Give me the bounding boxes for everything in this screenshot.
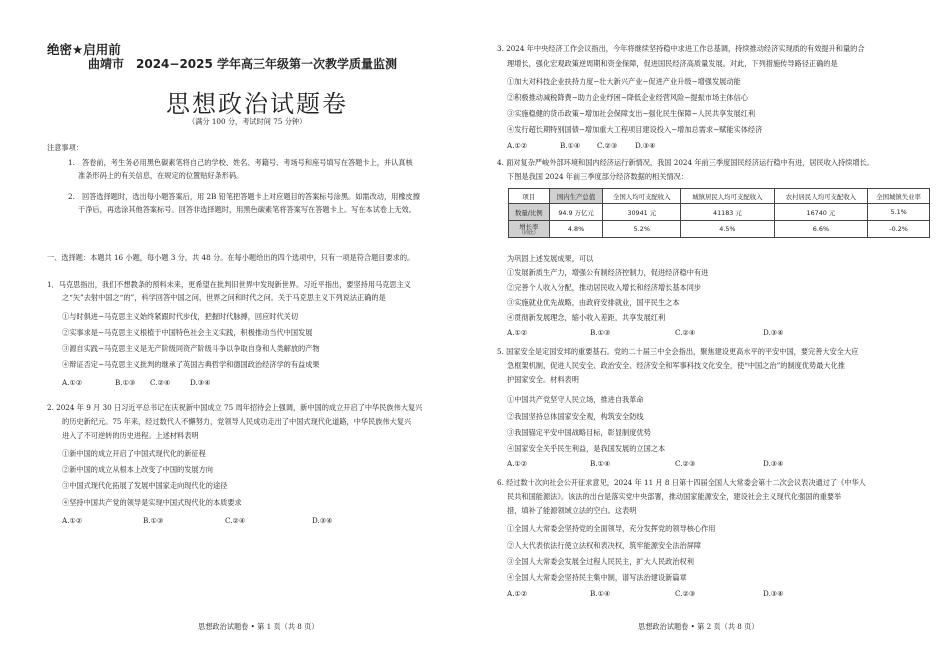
q6-option-c[interactable]: C.②③ bbox=[675, 589, 696, 598]
q1-option-c[interactable]: C.②④ bbox=[150, 378, 171, 387]
q2-item-3: ③中国式现代化拓展了发展中国家走向现代化的途径 bbox=[62, 481, 228, 490]
q1-option-b[interactable]: B.①③ bbox=[115, 378, 136, 387]
q3-stem-line-2: 理增长，强化宏观政策逆周期和资金保障，促进国民经济高质量发展。对此，下列措施传导路径正确的是 bbox=[507, 59, 838, 68]
table-header-row bbox=[509, 189, 930, 204]
section-heading: 一、选择题：本题共 16 小题，每小题 3 分，共 48 分。在每小题给出的四个选项中，只有一项是符合题目要求的。 bbox=[47, 253, 415, 262]
table-header-cell: 项目 bbox=[509, 189, 550, 204]
page-2-footer: 思想政治试题卷 • 第 2 页（共 8 页） bbox=[638, 622, 759, 631]
q3-option-b[interactable]: B.①④ bbox=[560, 141, 581, 150]
notice-heading: 注意事项： bbox=[47, 143, 83, 152]
table-cell: 5.2% bbox=[603, 221, 681, 238]
q6-stem-line-2: 民共和国能源法》。该法的出台是落实党中央部署，推动国家能源安全，建设社会主义现代化强国的重要举 bbox=[507, 492, 842, 501]
economic-data-table bbox=[508, 188, 930, 238]
q6-option-b[interactable]: B.①④ bbox=[590, 589, 611, 598]
q6-item-2: ②人大代表依法行使立法权和表决权，筑牢能源安全法治屏障 bbox=[507, 541, 702, 550]
q2-stem-line-1: 2. 2024 年 9 月 30 日习近平总书记在庆祝新中国成立 75 周年招待会上强调，新中国的成立开启了中华民族伟大复兴 bbox=[47, 403, 423, 412]
subject-title: 思想政治试题卷 bbox=[166, 90, 348, 118]
q2-option-a[interactable]: A.①② bbox=[62, 516, 83, 525]
q1-item-3: ③源自实践−马克思主义是无产阶级同资产阶级斗争以争取自身和人类解放的产物 bbox=[62, 344, 320, 353]
q1-item-4: ④辩证否定−马克思主义批判的继承了英国古典哲学和德国政治经济学的有益成果 bbox=[62, 360, 320, 369]
secret-mark: 绝密★启用前 bbox=[47, 42, 121, 57]
q3-item-2: ②积极推动减税降费−助力企业纾困−降低企业经营风险−提振市场主体信心 bbox=[507, 93, 748, 102]
q5-option-c[interactable]: C.②③ bbox=[675, 459, 696, 468]
notice-2-line-1: 2. 回答选择题时，选出每小题答案后，用 2B 铅笔把答题卡上对应题目的答案标号涂黑。如需改动，用橡皮擦 bbox=[68, 192, 420, 201]
q3-option-d[interactable]: D.③④ bbox=[635, 141, 656, 150]
page-1-footer: 思想政治试题卷 • 第 1 页（共 8 页） bbox=[198, 622, 319, 631]
q3-stem-line-1: 3. 2024 年中央经济工作会议指出，今年将继续坚持稳中求进工作总基调，持续推动经济实现质的有效提升和量的合 bbox=[497, 44, 865, 53]
q5-item-3: ③我国锚定平安中国战略目标，彰显制度优势 bbox=[507, 428, 651, 437]
table-row-label-cell bbox=[509, 221, 550, 238]
q1-item-2: ②实事求是−马克思主义根植于中国特色社会主义实践，积极推动当代中国发展 bbox=[62, 328, 313, 337]
q6-stem-line-1: 6. 经过数十次向社会公开征求意见，2024 年 11 月 8 日第十四届全国人大常委会第十二次会议表决通过了《中华人 bbox=[497, 478, 866, 487]
q2-item-4: ④坚持中国共产党的领导是实现中国式现代化的本质要求 bbox=[62, 498, 242, 507]
q4-lead: 为巩固上述发展成果，可以 bbox=[507, 254, 594, 263]
q4-item-2: ②完善个人收入分配，推动居民收入增长和经济增长基本同步 bbox=[507, 283, 702, 292]
table-header-cell: 农村居民人均可支配收入 bbox=[774, 189, 868, 204]
table-cell: 5.1% bbox=[868, 204, 930, 221]
table-row-sublabel: （同比） bbox=[519, 231, 539, 236]
q4-option-b[interactable]: B.①③ bbox=[590, 328, 611, 337]
table-row-label: 数量/比例 bbox=[509, 204, 550, 221]
q6-item-4: ④全国人大常委会坚持民主集中制，谱写法治建设新篇章 bbox=[507, 573, 687, 582]
exam-info: （满分 100 分，考试时间 75 分钟） bbox=[188, 117, 307, 126]
q4-item-1: ①发展新质生产力，增强公有制经济控制力，促进经济稳中有进 bbox=[507, 268, 709, 277]
table-cell: 6.6% bbox=[774, 221, 868, 238]
table-row-label: 增长率 bbox=[519, 223, 539, 231]
q1-stem-line-1: 1．马克思指出，我们不想教条的预料未来，更希望在批判旧世界中发现新世界。习近平指出，要坚持用马克思主义 bbox=[47, 280, 411, 289]
table-cell: 94.9 万亿元 bbox=[549, 204, 603, 221]
q4-stem-line-2: 下图是我国 2024 年前三季度部分经济数据的相关情况： bbox=[507, 172, 688, 181]
q5-option-d[interactable]: D.③④ bbox=[763, 459, 784, 468]
q1-option-a[interactable]: A.①② bbox=[62, 378, 83, 387]
table-cell: 16740 元 bbox=[774, 204, 868, 221]
q1-option-d[interactable]: D.③④ bbox=[190, 378, 211, 387]
q2-item-2: ②新中国的成立从根本上改变了中国的发展方向 bbox=[62, 465, 213, 474]
q5-item-2: ②我国坚持总体国家安全观，构筑安全防线 bbox=[507, 412, 644, 421]
notice-1-line-2: 准条形码上的有关信息，在规定的位置贴好条形码。 bbox=[78, 171, 244, 180]
q2-item-1: ①新中国的成立开启了中国式现代化的新征程 bbox=[62, 449, 206, 458]
q5-stem-line-1: 5. 国家安全是定国安邦的重要基石。党的二十届三中全会指出，聚焦建设更高水平的平安中国，要完善大安全大应 bbox=[497, 347, 859, 356]
table-cell: -0.2% bbox=[868, 221, 930, 238]
exam-title: 曲靖市 2024−2025 学年高三年级第一次教学质量监测 bbox=[88, 57, 398, 71]
q2-stem-line-2: 的历史新纪元。75 年来，经过数代人不懈努力，党领导人民成功走出了中国式现代化道路，中华民族伟大复兴 bbox=[62, 417, 412, 426]
q3-item-3: ③实施稳健的货币政策−增加社会保障支出−强化民生保障−人民共享发展红利 bbox=[507, 109, 756, 118]
q4-item-4: ④贯彻新发展理念，缩小收入差距，共享发展红利 bbox=[507, 313, 666, 322]
q1-item-1: ①与时俱进−马克思主义始终紧跟时代步伐，把握时代脉搏，回应时代关切 bbox=[62, 312, 299, 321]
q5-item-4: ④国家安全关乎民生利益，是我国发展的立国之本 bbox=[507, 444, 666, 453]
q2-option-b[interactable]: B.①③ bbox=[143, 516, 164, 525]
exam-page-2 bbox=[475, 0, 950, 654]
q3-option-c[interactable]: C.②③ bbox=[597, 141, 618, 150]
table-header-cell: 国内生产总值 bbox=[549, 189, 603, 204]
q6-item-1: ①全国人大常委会坚持党的全面领导，充分发挥党的领导核心作用 bbox=[507, 524, 716, 533]
table-cell: 30941 元 bbox=[603, 204, 681, 221]
table-row bbox=[509, 221, 930, 238]
q1-stem-line-2: 之“矢”去射中国之“的”，科学回答中国之问、世界之问和时代之问。关于马克思主义下列说法正确的是 bbox=[62, 293, 386, 302]
q5-stem-line-2: 急框架机制，促进人民安全、政治安全、经济安全和军事科技文化安全，使“中国之治”的制度优势最大化推 bbox=[507, 361, 845, 370]
q5-option-b[interactable]: B.①④ bbox=[590, 459, 611, 468]
table-header-cell: 城镇居民人均可支配收入 bbox=[681, 189, 775, 204]
table-cell: 4.8% bbox=[549, 221, 603, 238]
q4-option-a[interactable]: A.①② bbox=[507, 328, 528, 337]
q4-option-c[interactable]: C.②④ bbox=[675, 328, 696, 337]
table-header-cell: 全国城镇失业率 bbox=[868, 189, 930, 204]
q2-option-c[interactable]: C.②④ bbox=[225, 516, 246, 525]
q6-option-d[interactable]: D.③④ bbox=[763, 589, 784, 598]
q5-stem-line-3: 护国家安全。材料表明 bbox=[507, 375, 579, 384]
q6-option-a[interactable]: A.①② bbox=[507, 589, 528, 598]
q4-option-d[interactable]: D.③④ bbox=[763, 328, 784, 337]
q6-stem-line-3: 措，填补了能源领域立法的空白。这表明 bbox=[507, 506, 637, 515]
table-row bbox=[509, 204, 930, 221]
q3-item-1: ①加大对科技企业扶持力度−壮大新兴产业−促进产业升级−增强发展动能 bbox=[507, 77, 741, 86]
table-header-cell: 全国人均可支配收入 bbox=[603, 189, 681, 204]
table-cell: 41183 元 bbox=[681, 204, 775, 221]
q4-stem-line-1: 4. 面对复杂严峻外部环境和国内经济运行新情况，我国 2024 年前三季度国民经济运行稳中有进，居民收入持续增长。 bbox=[497, 158, 875, 167]
q2-option-d[interactable]: D.③④ bbox=[312, 516, 333, 525]
q5-item-1: ①中国共产党坚守人民立场，推进自我革命 bbox=[507, 395, 644, 404]
q3-option-a[interactable]: A.①② bbox=[507, 141, 528, 150]
notice-1-line-1: 1. 答卷前，考生务必用黑色碳素笔将自己的学校、姓名、考籍号、考场号和座号填写在答题卡上，并认真核 bbox=[68, 158, 413, 167]
q2-stem-line-3: 进入了不可逆转的历史进程。上述材料表明 bbox=[62, 431, 199, 440]
table-cell: 4.5% bbox=[681, 221, 775, 238]
q3-item-4: ④发行超长期特别国债−增加重大工程项目建设投入−增加总需求−赋能实体经济 bbox=[507, 125, 763, 134]
q5-option-a[interactable]: A.①② bbox=[507, 459, 528, 468]
q6-item-3: ③全国人大常委会发展全过程人民民主，扩大人民政治权利 bbox=[507, 557, 694, 566]
q4-item-3: ③实施就业优先战略，由政府安排就业，国平民生之本 bbox=[507, 298, 680, 307]
notice-2-line-2: 干净后，再选涂其他答案标号。回答非选择题时，用黑色碳素笔将答案写在答题卡上。写在本试卷上无效。 bbox=[78, 205, 416, 214]
